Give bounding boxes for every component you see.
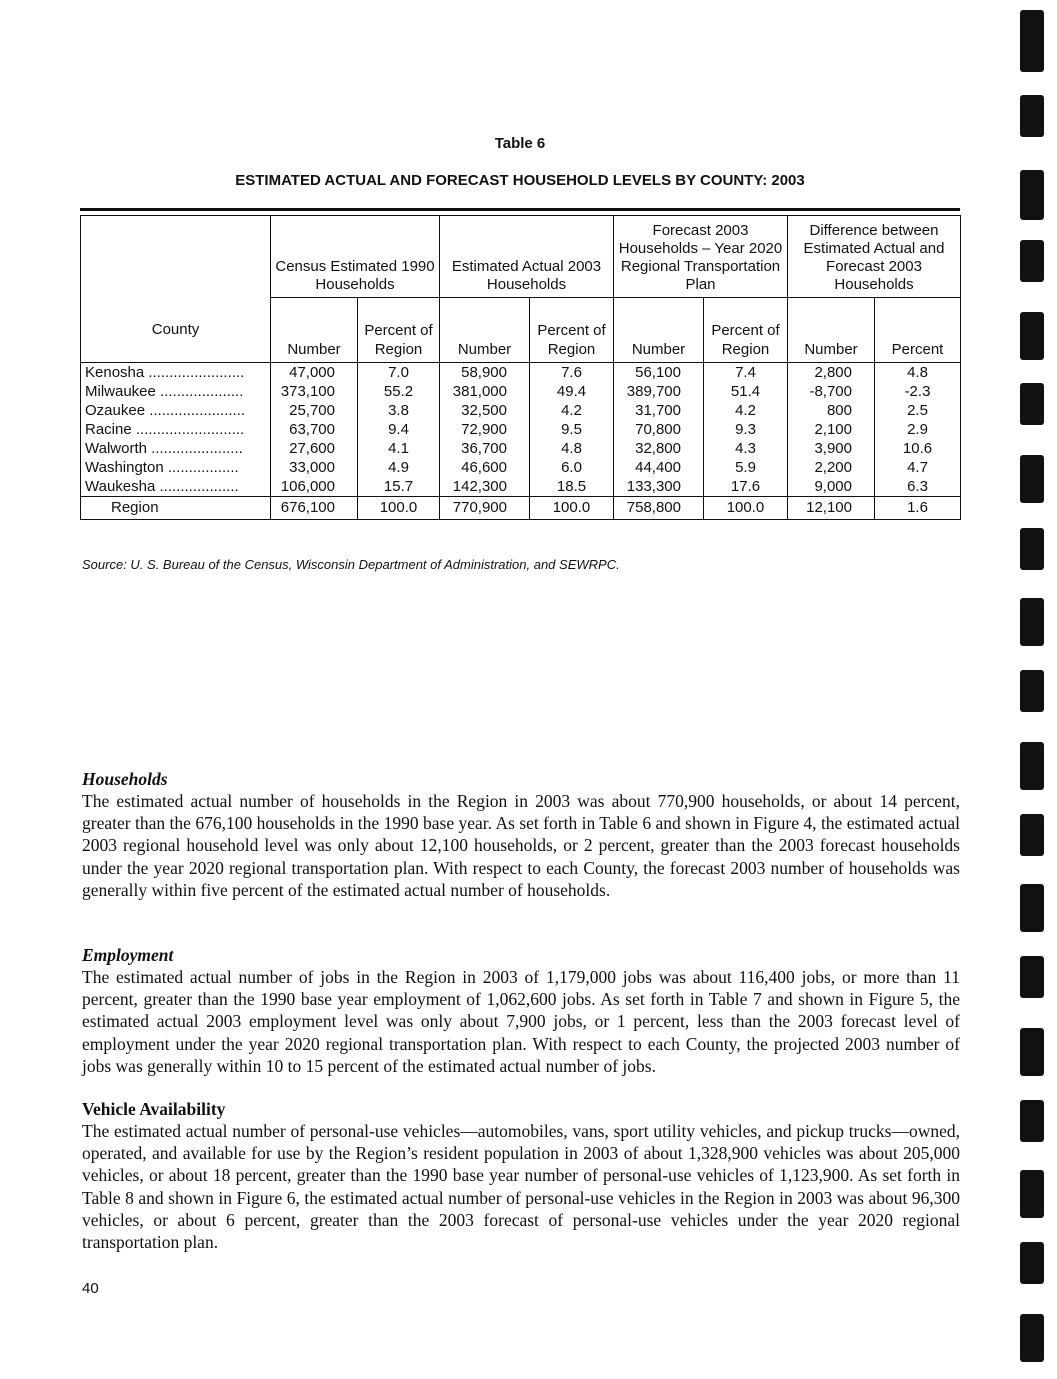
cell: 44,400	[614, 458, 704, 477]
binder-mark	[1020, 312, 1044, 360]
sub-header-number: Number	[788, 298, 875, 363]
cell: 72,900	[440, 420, 530, 439]
cell: 142,300	[440, 477, 530, 497]
table-source-note: Source: U. S. Bureau of the Census, Wisconsin Department of Administration, and SEWRPC.	[82, 557, 620, 572]
cell: 15.7	[358, 477, 440, 497]
cell: 55.2	[358, 382, 440, 401]
cell: 33,000	[271, 458, 358, 477]
sub-header-percent-of-region: Percent of Region	[358, 298, 440, 363]
binder-mark	[1020, 95, 1044, 137]
cell: 106,000	[271, 477, 358, 497]
binder-mark	[1020, 1170, 1044, 1218]
cell: 10.6	[875, 439, 961, 458]
page-number: 40	[82, 1280, 99, 1297]
cell: 7.6	[530, 363, 614, 383]
cell: 100.0	[704, 497, 788, 520]
table-row	[81, 439, 961, 458]
cell: 9,000	[788, 477, 875, 497]
sub-header-percent-of-region: Percent of Region	[530, 298, 614, 363]
cell: 12,100	[788, 497, 875, 520]
cell: 47,000	[271, 363, 358, 383]
cell: 100.0	[358, 497, 440, 520]
cell: 32,800	[614, 439, 704, 458]
table-title: ESTIMATED ACTUAL AND FORECAST HOUSEHOLD LEVELS BY COUNTY: 2003	[235, 172, 805, 189]
binder-mark	[1020, 742, 1044, 790]
group-header-forecast-2003: Forecast 2003 Households – Year 2020 Regional Transportation Plan	[614, 216, 788, 298]
cell: 373,100	[271, 382, 358, 401]
binder-mark	[1020, 528, 1044, 570]
cell: 70,800	[614, 420, 704, 439]
sub-header-number: Number	[614, 298, 704, 363]
cell: 133,300	[614, 477, 704, 497]
cell: 4.3	[704, 439, 788, 458]
county-header: County	[151, 320, 200, 338]
sub-header-number: Number	[440, 298, 530, 363]
binder-mark	[1020, 598, 1044, 646]
households-section	[82, 768, 960, 901]
section-heading: Employment	[82, 945, 174, 965]
cell: 56,100	[614, 363, 704, 383]
cell: 31,700	[614, 401, 704, 420]
cell: 770,900	[440, 497, 530, 520]
binder-mark	[1020, 10, 1044, 72]
section-body: The estimated actual number of jobs in the Region in 2003 of 1,179,000 jobs was about 116,400 jobs, or more than 11 percent, greater than the 1990 base year employment of 1,062,600 jobs. As set forth in Table 7 and shown in Figure 5, the estimated actual 2003 employment level was only about 7,900 jobs, or 1 percent, less than the 2003 forecast level of employment under the year 2020 regional transportation plan. With respect to each County, the projected 2003 number of jobs was generally within 10 to 15 percent of the estimated actual number of jobs.	[82, 967, 960, 1076]
county-name: Milwaukee ....................	[81, 382, 271, 401]
cell: 7.0	[358, 363, 440, 383]
section-body: The estimated actual number of personal-use vehicles—automobiles, vans, sport utility vehicles, and pickup trucks—owned, operated, and available for use by the Region’s resident population in 2003 of about 1,328,900 vehicles was about 205,000 vehicles, or about 18 percent, greater than the 1990 base year number of personal-use vehicles of 1,123,900. As set forth in Table 8 and shown in Figure 6, the estimated actual number of personal-use vehicles in the Region in 2003 was about 96,300 vehicles, or about 6 percent, greater than the 2003 forecast of personal-use vehicles under the year 2020 regional transportation plan.	[82, 1121, 960, 1253]
table-row	[81, 363, 961, 383]
cell: 2.9	[875, 420, 961, 439]
binder-mark	[1020, 455, 1044, 503]
cell: -2.3	[875, 382, 961, 401]
cell: 36,700	[440, 439, 530, 458]
table-row	[81, 382, 961, 401]
cell: 9.4	[358, 420, 440, 439]
binder-mark	[1020, 884, 1044, 932]
cell: 4.2	[704, 401, 788, 420]
cell: 2,200	[788, 458, 875, 477]
cell: 2,800	[788, 363, 875, 383]
table-row	[81, 401, 961, 420]
cell: 6.0	[530, 458, 614, 477]
cell: 5.9	[704, 458, 788, 477]
cell: 9.3	[704, 420, 788, 439]
region-label: Region	[81, 497, 271, 520]
sub-header-percent-of-region: Percent of Region	[704, 298, 788, 363]
binder-mark	[1020, 1242, 1044, 1284]
cell: 100.0	[530, 497, 614, 520]
cell: 4.8	[530, 439, 614, 458]
cell: 49.4	[530, 382, 614, 401]
cell: 389,700	[614, 382, 704, 401]
cell: 2,100	[788, 420, 875, 439]
table-top-rule	[80, 208, 960, 211]
cell: 7.4	[704, 363, 788, 383]
cell: 9.5	[530, 420, 614, 439]
employment-section	[82, 944, 960, 1077]
county-name: Racine ..........................	[81, 420, 271, 439]
sub-header-number: Number	[271, 298, 358, 363]
binder-mark	[1020, 1100, 1044, 1142]
table-row	[81, 458, 961, 477]
cell: 381,000	[440, 382, 530, 401]
binder-mark	[1020, 956, 1044, 998]
county-name: Kenosha .......................	[81, 363, 271, 383]
binder-mark	[1020, 240, 1044, 282]
cell: 18.5	[530, 477, 614, 497]
cell: 4.8	[875, 363, 961, 383]
binder-mark	[1020, 670, 1044, 712]
cell: 46,600	[440, 458, 530, 477]
cell: 27,600	[271, 439, 358, 458]
cell: 758,800	[614, 497, 704, 520]
cell: 4.1	[358, 439, 440, 458]
cell: 800	[788, 401, 875, 420]
group-header-actual-2003: Estimated Actual 2003 Households	[440, 216, 614, 298]
binder-mark	[1020, 1314, 1044, 1362]
table-number: Table 6	[494, 135, 546, 152]
sub-header-percent: Percent	[875, 298, 961, 363]
group-header-difference: Difference between Estimated Actual and Forecast 2003 Households	[788, 216, 961, 298]
cell: -8,700	[788, 382, 875, 401]
cell: 4.9	[358, 458, 440, 477]
cell: 1.6	[875, 497, 961, 520]
cell: 6.3	[875, 477, 961, 497]
cell: 63,700	[271, 420, 358, 439]
cell: 58,900	[440, 363, 530, 383]
cell: 17.6	[704, 477, 788, 497]
cell: 32,500	[440, 401, 530, 420]
county-name: Ozaukee .......................	[81, 401, 271, 420]
section-body: The estimated actual number of households in the Region in 2003 was about 770,900 households, or about 14 percent, greater than the 676,100 households in the 1990 base year. As set forth in Table 6 and shown in Figure 4, the estimated actual 2003 regional household level was only about 12,100 households, or 2 percent, greater than the 2003 forecast households under the year 2020 regional transportation plan. With respect to each County, the forecast 2003 number of households was generally within five percent of the estimated actual number of households.	[82, 791, 960, 900]
section-heading: Households	[82, 769, 168, 789]
cell: 51.4	[704, 382, 788, 401]
cell: 3.8	[358, 401, 440, 420]
cell: 25,700	[271, 401, 358, 420]
table-row	[81, 420, 961, 439]
section-heading: Vehicle Availability	[82, 1099, 226, 1119]
county-name: Washington .................	[81, 458, 271, 477]
region-total-row	[81, 497, 961, 520]
binder-mark	[1020, 1028, 1044, 1076]
binder-mark	[1020, 383, 1044, 425]
vehicle-availability-section	[82, 1098, 960, 1253]
group-header-1990: Census Estimated 1990 Households	[271, 216, 440, 298]
binder-mark	[1020, 170, 1044, 220]
county-name: Waukesha ...................	[81, 477, 271, 497]
binder-mark	[1020, 814, 1044, 856]
county-header-cell	[81, 216, 271, 363]
cell: 4.2	[530, 401, 614, 420]
cell: 4.7	[875, 458, 961, 477]
households-table	[80, 215, 961, 520]
cell: 2.5	[875, 401, 961, 420]
table-row	[81, 477, 961, 497]
cell: 3,900	[788, 439, 875, 458]
county-name: Walworth ......................	[81, 439, 271, 458]
cell: 676,100	[271, 497, 358, 520]
